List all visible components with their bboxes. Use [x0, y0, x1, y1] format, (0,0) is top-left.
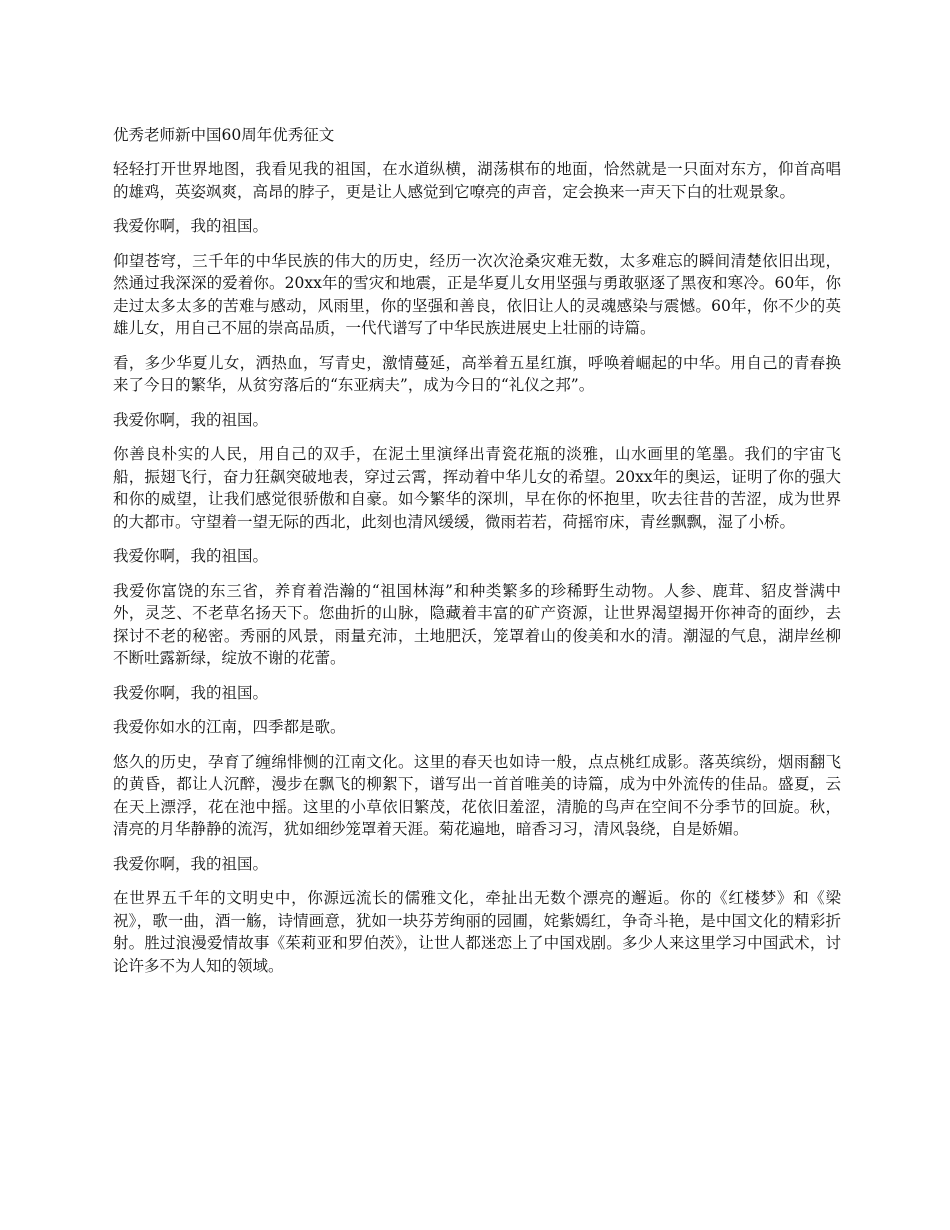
- paragraph-10: 我爱你如水的江南，四季都是歌。: [113, 718, 346, 736]
- paragraph-4: 看，多少华夏儿女，洒热血，写青史，激情蔓延，高举着五星红旗，呼唤着崛起的中华。用自己的青春换来了今日的繁华，从贫穷落后的“东亚病夫”，成为今日的“礼仪之邦”。: [113, 353, 841, 394]
- paragraph-5: 我爱你啊，我的祖国。: [113, 410, 269, 429]
- paragraph-7: 我爱你啊，我的祖国。: [113, 547, 269, 565]
- paragraph-2: 我爱你啊，我的祖国。: [113, 217, 269, 235]
- paragraph-11: 悠久的历史，孕育了缠绵悱恻的江南文化。这里的春天也如诗一般，点点桃红成影。落英缤纷，烟雨翻飞的黄昏，都让人沉醉，漫步在飘飞的柳絮下，谱写出一首首唯美的诗篇，成为中外流传的佳品。盛夏，云在天上漂浮，花在池中摇。这里的小草依旧繁茂，花依旧羞涩，清脆的鸟声在空间不分季节的回旋。秋，清亮的月华静静的流泻，犹如细纱笼罩着天涯。菊花遍地，暗香习习，清风袅绕，自是娇媚。: [113, 752, 841, 838]
- paragraph-1: 轻轻打开世界地图，我看见我的祖国，在水道纵横，湖荡棋布的地面，恰然就是一只面对东方，仰首高唱的雄鸡，英姿飒爽，高昂的脖子，更是让人感觉到它嘹亮的声音，定会换来一声天下白的壮观景象。: [113, 160, 841, 201]
- paragraph-13: 在世界五千年的文明史中，你源远流长的儒雅文化，牵扯出无数个漂亮的邂逅。你的《红楼梦》和《梁祝》，歌一曲，酒一觞，诗情画意，犹如一块芬芳绚丽的园圃，姹紫嫣红，争奇斗艳，是中国文化的精彩折射。胜过浪漫爱情故事《茱莉亚和罗伯茨》，让世人都迷恋上了中国戏剧。多少人来这里学习中国武术，讨论许多不为人知的领域。: [113, 889, 841, 975]
- paragraph-9: 我爱你啊，我的祖国。: [113, 683, 269, 702]
- document-title: 优秀老师新中国60周年优秀征文: [113, 126, 335, 144]
- paragraph-12: 我爱你啊，我的祖国。: [113, 854, 269, 873]
- paragraph-8: 我爱你富饶的东三省，养育着浩瀚的“祖国林海”和种类繁多的珍稀野生动物。人参、鹿茸、貂皮誉满中外，灵芝、不老草名扬天下。您曲折的山脉，隐藏着丰富的矿产资源，让世界渴望揭开你神奇的面纱，去探讨不老的秘密。秀丽的风景，雨量充沛，土地肥沃，笼罩着山的俊美和水的清。潮湿的气息，湖岸丝柳不断吐露新绿，绽放不谢的花蕾。: [113, 581, 841, 667]
- paragraph-3: 仰望苍穹，三千年的中华民族的伟大的历史，经历一次次沧桑灾难无数，太多难忘的瞬间清楚依旧出现，然通过我深深的爱着你。20xx年的雪灾和地震，正是华夏儿女用坚强与勇敢驱逐了黑夜和寒冷。60年，你走过太多太多的苦难与感动，风雨里，你的坚强和善良，依旧让人的灵魂感染与震憾。60年，你不少的英雄儿女，用自己不屈的崇高品质，一代代谱写了中华民族进展史上壮丽的诗篇。: [113, 251, 841, 337]
- document-page: [113, 124, 841, 989]
- paragraph-6: 你善良朴实的人民，用自己的双手，在泥土里演绎出青瓷花瓶的淡雅，山水画里的笔墨。我们的宇宙飞船，振翅飞行，奋力狂飙突破地表，穿过云霄，挥动着中华儿女的希望。20xx年的奥运，证明了你的强大和你的威望，让我们感觉很骄傲和自豪。如今繁华的深圳，早在你的怀抱里，吹去往昔的苦涩，成为世界的大都市。守望着一望无际的西北，此刻也清风缓缓，微雨若若，荷摇帘床，青丝飘飘，湿了小桥。: [113, 445, 841, 531]
